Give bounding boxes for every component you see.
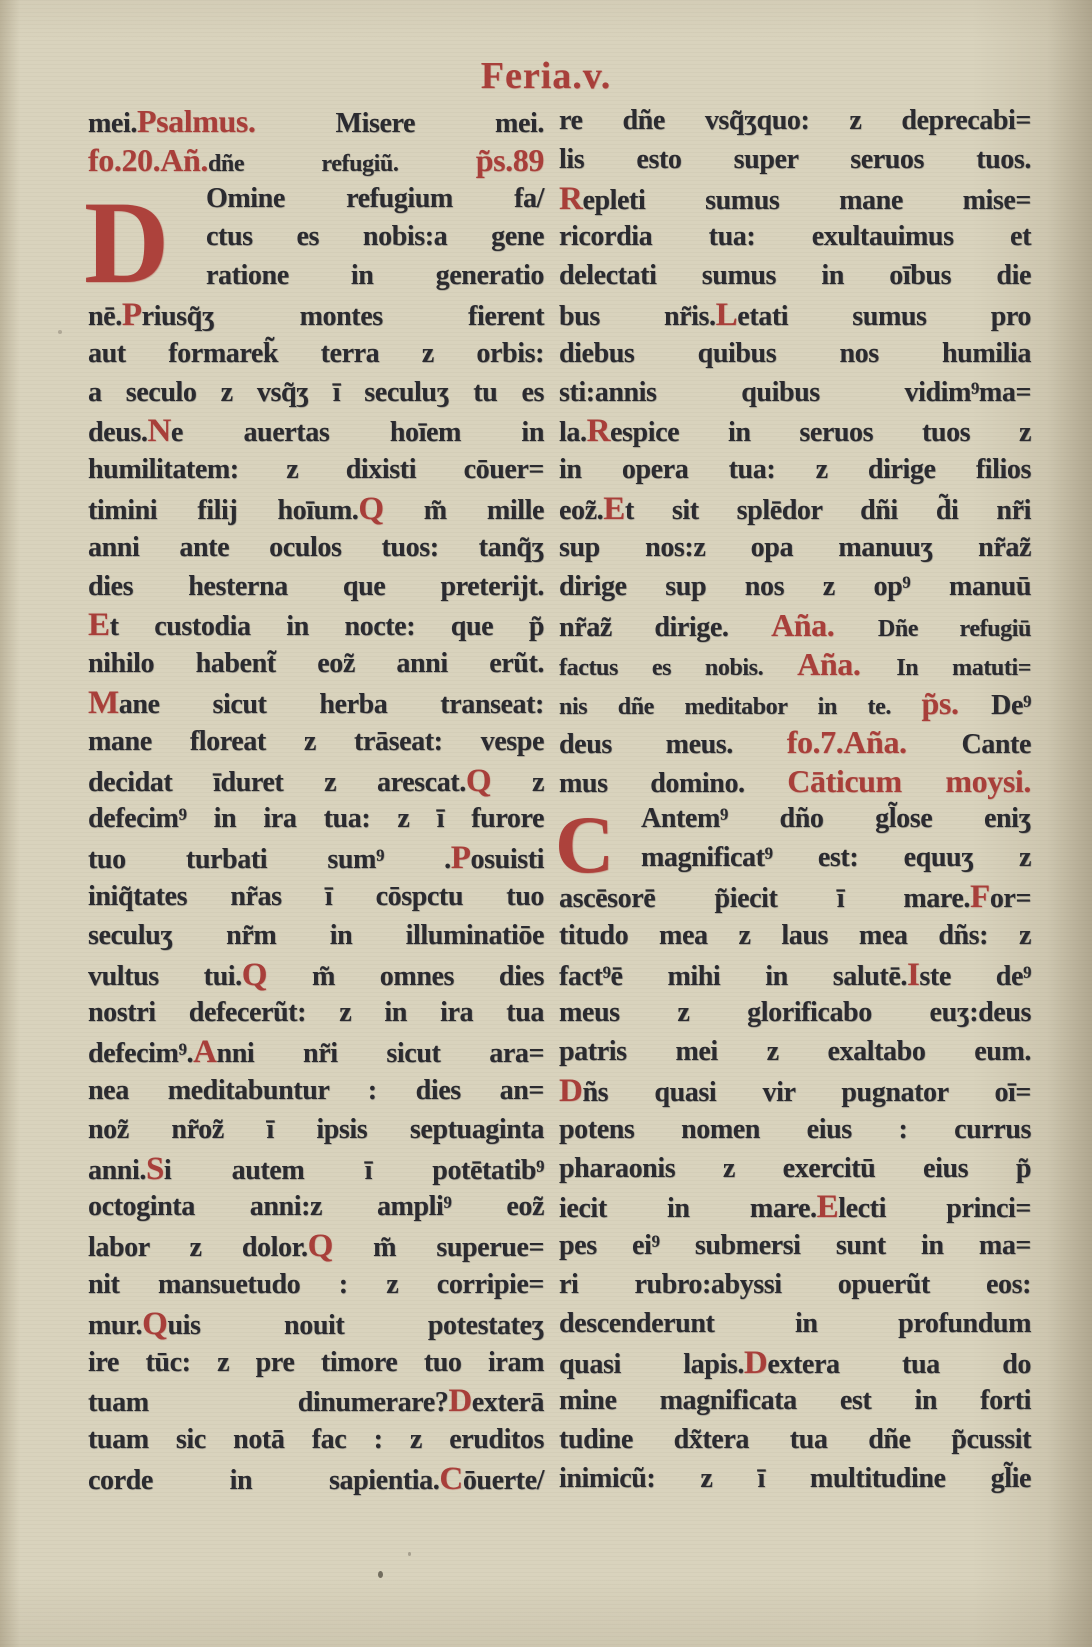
text-segment: Dñe refugiū: [877, 616, 1031, 643]
text-line: [559, 374, 1031, 413]
text-segment: D: [448, 1383, 472, 1420]
text-segment: ricordia tua: exultauimus et: [559, 221, 1031, 253]
text-segment: mine magnificata est in forti: [559, 1385, 1031, 1417]
text-segment: deus meus.: [559, 728, 787, 760]
text-line: [559, 490, 1031, 529]
text-segment: nit mansuetudo : z corripie=: [88, 1268, 544, 1300]
text-segment: ascēsorē p̃iecit ī mare.: [559, 882, 971, 914]
text-segment: ōuerte/: [462, 1464, 544, 1496]
text-segment: Cante: [961, 728, 1031, 760]
text-segment: iniq̃tates nr̃as ī cōspctu tuo: [88, 880, 544, 912]
text-segment: Q: [358, 490, 384, 527]
text-segment: titudo mea z laus mea dñs: z: [559, 919, 1031, 951]
text-segment: riusq̃ʒ montes fierent: [141, 300, 544, 332]
text-segment: or=: [989, 882, 1031, 914]
text-segment: defecim⁹.: [88, 1038, 194, 1070]
text-line: [88, 956, 544, 995]
text-line: [559, 1033, 1031, 1072]
text-line: [559, 839, 1031, 878]
text-line: [88, 1111, 544, 1150]
text-segment: ratione in generatio: [206, 260, 544, 292]
text-segment: nihilo habent̃ eoz̃ anni erũt.: [88, 648, 544, 680]
text-segment: dirige sup nos z op⁹ manuū: [559, 570, 1031, 602]
text-segment: nē.: [88, 300, 122, 332]
text-segment: Omine refugium fa/: [206, 182, 544, 214]
text-line: [559, 1188, 1031, 1227]
text-segment: tuam sic notā fac : z eruditos: [88, 1424, 544, 1456]
text-line: [88, 762, 544, 801]
text-segment: descenderunt in profundum: [559, 1307, 1031, 1339]
text-segment: e auertas hoīem in: [170, 417, 544, 449]
text-column-left: [84, 102, 545, 1499]
text-segment: extera tua do: [767, 1348, 1031, 1380]
text-line: [559, 1227, 1031, 1266]
text-line: [559, 218, 1031, 257]
text-line: [559, 684, 1031, 723]
text-segment: nea meditabuntur : dies an=: [88, 1074, 544, 1106]
text-line: [88, 1344, 544, 1383]
text-segment: nni nr̃i sicut ara=: [216, 1038, 544, 1070]
text-segment: labor z dolor.: [88, 1232, 308, 1264]
text-line: [88, 1227, 544, 1266]
text-segment: fact⁹ē mihi in salutē.: [559, 960, 907, 992]
text-segment: D: [743, 1344, 768, 1381]
text-segment: i autem ī potētatib⁹: [163, 1154, 544, 1186]
text-segment: E: [603, 490, 625, 527]
text-segment: fo.20.Añ.: [88, 141, 208, 178]
text-segment: mus domino.: [559, 767, 788, 799]
text-segment: D: [559, 1072, 583, 1109]
text-segment: Aña.: [797, 646, 897, 683]
paper-speck: [408, 1552, 411, 1556]
text-segment: octoginta anni:z ampli⁹ eoz̃: [88, 1191, 544, 1223]
text-segment: inimicũ: z ī multitudine gl̃ie: [559, 1462, 1031, 1494]
text-line: [559, 762, 1031, 801]
text-line: [88, 451, 544, 490]
text-segment: C: [439, 1460, 463, 1497]
text-line: [88, 684, 544, 723]
text-segment: M: [88, 684, 119, 721]
text-segment: potens nomen eius : currus: [559, 1113, 1031, 1145]
text-segment: R: [586, 413, 611, 450]
text-segment: la.: [559, 417, 587, 449]
text-line: [559, 141, 1031, 180]
text-segment: anni.: [88, 1154, 146, 1186]
text-line: [559, 335, 1031, 374]
text-line: [559, 1382, 1031, 1421]
text-line: [559, 1150, 1031, 1189]
text-segment: Q: [307, 1228, 333, 1265]
text-segment: factus es nobis.: [559, 655, 798, 682]
text-segment: tuo turbati sum⁹ .: [88, 844, 451, 876]
text-segment: F: [970, 878, 990, 915]
text-segment: patris mei z exaltabo eum.: [559, 1036, 1031, 1068]
text-line: [559, 645, 1031, 684]
text-segment: m̃ superue=: [332, 1232, 544, 1264]
text-line: [559, 529, 1031, 568]
text-segment: in opera tua: z dirige filios: [559, 454, 1031, 486]
text-segment: corde in sapientia.: [88, 1464, 440, 1496]
text-segment: R: [559, 180, 583, 217]
text-segment: etati sumus pro: [737, 300, 1031, 332]
text-segment: Q: [142, 1305, 168, 1342]
text-segment: L: [715, 296, 738, 333]
text-line: [559, 1305, 1031, 1344]
text-segment: m̃ omnes dies: [267, 960, 545, 992]
text-line: [88, 1382, 544, 1421]
text-segment: pharaonis z exercitū eius p̃: [559, 1152, 1031, 1184]
text-segment: quasi lapis.: [559, 1348, 744, 1380]
text-segment: Cāticum moysi.: [787, 762, 1031, 799]
text-line: [88, 645, 544, 684]
text-segment: dies hesterna que preterijt.: [88, 570, 544, 602]
text-segment: I: [906, 956, 920, 993]
text-segment: aut formarek̃ terra z orbis:: [88, 337, 544, 369]
text-segment: mane floreat z trāseat: vespe: [88, 725, 544, 757]
paper-speck: [378, 1571, 383, 1578]
text-line: [559, 180, 1031, 219]
text-line: [559, 1344, 1031, 1383]
text-line: [559, 102, 1031, 141]
text-segment: nr̃az̃ dirige.: [559, 612, 772, 644]
text-segment: A: [193, 1034, 217, 1071]
text-line: [88, 335, 544, 374]
text-segment: Antem⁹ dño gl̃ose eniʒ: [641, 803, 1031, 835]
text-segment: uis nouit potestateʒ: [167, 1309, 544, 1341]
text-segment: bus nr̃is.: [559, 300, 716, 332]
text-segment: E: [88, 607, 110, 644]
text-segment: sti:annis quibus vidim⁹ma=: [559, 376, 1031, 408]
text-line: [88, 1072, 544, 1111]
text-line: [88, 1266, 544, 1305]
text-segment: lecti princi=: [838, 1193, 1031, 1225]
text-line: [559, 994, 1031, 1033]
text-segment: t custodia in nocte: que p̃: [109, 611, 544, 643]
text-line: [88, 490, 544, 529]
text-segment: diebus quibus nos humilia: [559, 337, 1031, 369]
text-segment: vultus tui.: [88, 960, 242, 992]
text-line: [559, 1460, 1031, 1499]
text-segment: De⁹: [991, 689, 1031, 721]
text-segment: exterā: [471, 1387, 544, 1419]
text-segment: mei.: [88, 108, 137, 139]
text-segment: eoz̃.: [559, 494, 604, 526]
text-line: [559, 257, 1031, 296]
text-segment: tudine dx̃tera tua dñe p̃cussit: [559, 1424, 1031, 1456]
text-segment: sup nos:z opa manuuʒ nr̃az̃: [559, 531, 1031, 563]
text-segment: iecit in mare.: [559, 1193, 817, 1225]
text-line: [88, 1188, 544, 1227]
text-segment: t sit splēdor dñi d̃i nr̃i: [624, 494, 1031, 526]
text-line: [88, 1305, 544, 1344]
text-segment: m̃ mille: [383, 494, 544, 526]
text-line: [559, 878, 1031, 917]
text-line: [559, 956, 1031, 995]
text-line: [88, 800, 544, 839]
text-line: [88, 412, 544, 451]
text-line: [88, 839, 544, 878]
text-segment: P: [121, 296, 142, 333]
text-segment: mur.: [88, 1309, 143, 1341]
text-line: [559, 1421, 1031, 1460]
text-segment: epleti sumus mane mise=: [582, 184, 1031, 216]
text-line: [88, 529, 544, 568]
text-segment: ñs quasi vir pugnator oī=: [582, 1076, 1031, 1108]
text-line: [559, 723, 1031, 762]
text-segment: ire tūc: z pre timore tuo iram: [88, 1346, 544, 1378]
text-segment: dñe refugiũ.: [207, 150, 476, 177]
text-line: [559, 917, 1031, 956]
text-segment: Misere mei.: [255, 108, 544, 139]
text-segment: osuisti: [470, 844, 544, 876]
text-segment: Psalmus.: [136, 103, 256, 139]
text-segment: N: [147, 413, 171, 450]
text-segment: p̃s.: [921, 684, 992, 721]
text-line: [88, 994, 544, 1033]
text-line: [88, 102, 544, 141]
text-line: [88, 568, 544, 607]
text-segment: decidat īduret z arescat.: [88, 766, 466, 798]
text-segment: pes ei⁹ submersi sunt in ma=: [559, 1230, 1031, 1262]
text-line: [559, 1111, 1031, 1150]
text-segment: ctus es nobis:a gene: [206, 221, 544, 253]
text-line: [88, 1033, 544, 1072]
text-segment: meus z glorificabo euʒ:deus: [559, 997, 1031, 1029]
text-segment: lis esto super seruos tuos.: [559, 143, 1031, 175]
text-line: [559, 412, 1031, 451]
text-segment: ri rubro:abyssi opuerũt eos:: [559, 1268, 1031, 1300]
text-segment: fo.7.Aña.: [786, 723, 962, 760]
text-segment: Q: [241, 956, 268, 993]
text-line: [88, 141, 544, 180]
text-line: [559, 800, 1031, 839]
text-line: [559, 1266, 1031, 1305]
text-line: [88, 606, 544, 645]
text-line: [88, 878, 544, 917]
text-segment: ane sicut herba transeat:: [118, 688, 544, 720]
text-segment: Aña.: [771, 607, 878, 644]
text-segment: timini filij hoīum.: [88, 494, 359, 526]
text-segment: seculuʒ nr̃m in illuminatiōe: [88, 919, 544, 951]
paper-speck: [58, 330, 62, 334]
text-segment: p̃s.89: [475, 141, 544, 178]
text-segment: re dñe vsq̃ʒquo: z deprecabi=: [559, 105, 1031, 136]
text-segment: nis dñe meditabor in te.: [559, 693, 922, 720]
text-line: [559, 451, 1031, 490]
text-segment: S: [145, 1150, 164, 1187]
text-segment: deus.: [88, 417, 148, 449]
text-line: [559, 568, 1031, 607]
drop-cap-initial: D: [84, 176, 169, 308]
text-segment: P: [450, 840, 471, 877]
text-segment: z: [491, 766, 544, 798]
text-segment: magnificat⁹ est: equuʒ z: [641, 842, 1031, 874]
text-line: [559, 606, 1031, 645]
text-segment: delectati sumus in oībus die: [559, 260, 1031, 292]
text-segment: humilitatem: z dixisti cōuer=: [88, 454, 544, 486]
text-segment: nostri defecerũt: z in ira tua: [88, 997, 544, 1029]
text-line: [88, 917, 544, 956]
drop-cap-initial: C: [555, 799, 614, 891]
text-segment: anni ante oculos tuos: tanq̃ʒ: [88, 531, 544, 563]
text-segment: tuam dinumerare?: [88, 1387, 449, 1419]
text-line: [559, 1072, 1031, 1111]
text-segment: ste de⁹: [919, 960, 1031, 992]
text-line: [88, 1421, 544, 1460]
text-column-right: [555, 102, 1031, 1499]
text-segment: espice in seruos tuos z: [610, 417, 1031, 449]
text-segment: a seculo z vsq̃ʒ ī seculuʒ tu es: [88, 376, 544, 408]
text-line: [88, 374, 544, 413]
text-segment: E: [816, 1189, 839, 1226]
text-segment: Q: [465, 762, 492, 799]
text-segment: noz̃ nr̃oz̃ ī ipsis septuaginta: [88, 1113, 544, 1145]
text-line: [88, 1150, 544, 1189]
text-line: [559, 296, 1031, 335]
text-line: [88, 1460, 544, 1499]
running-title: Feria.v.: [480, 55, 612, 97]
text-segment: In matuti=: [896, 655, 1031, 682]
text-segment: defecim⁹ in ira tua: z ī furore: [88, 803, 544, 835]
text-line: [88, 723, 544, 762]
